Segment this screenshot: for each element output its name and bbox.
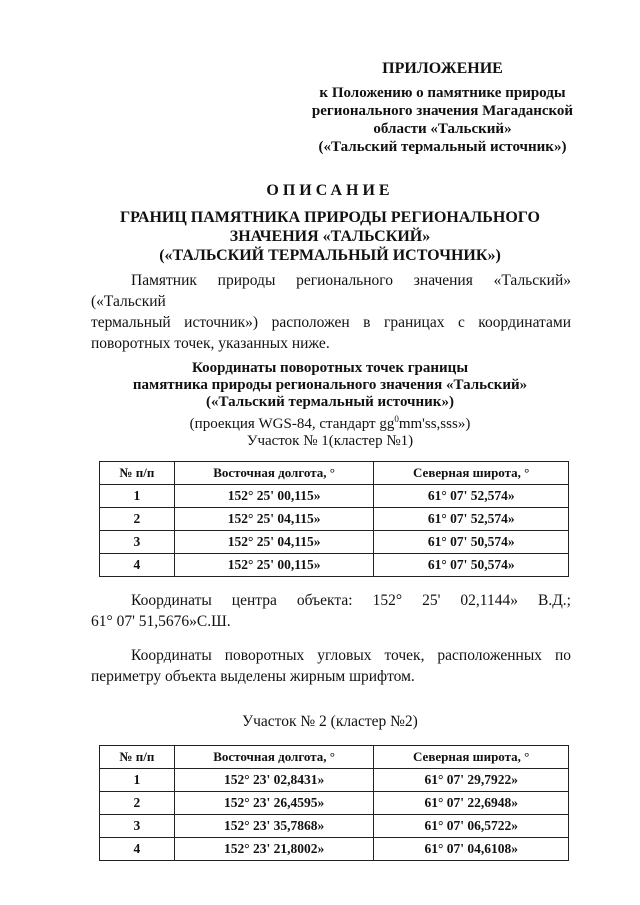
projection-prefix: (проекция WGS-84, стандарт gg [189,416,395,432]
intro-line: Памятник природы регионального значения «Тальский» («Тальский [91,272,571,310]
table-header-row [100,746,569,769]
cell-north: 61° 07' 06,5722» [374,815,569,838]
appendix-line: области «Тальский» [373,121,512,137]
cell-north: 61° 07' 22,6948» [374,792,569,815]
table-row [100,838,569,861]
header-east: Восточная долгота, ° [174,462,374,485]
intro-line: поворотных точек, указанных ниже. [91,335,330,352]
cell-north: 61° 07' 52,574» [374,485,569,508]
table-row [100,485,569,508]
cell-north: 61° 07' 04,6108» [374,838,569,861]
cell-east: 152° 25' 00,115» [174,554,374,577]
cell-num: 4 [100,554,175,577]
projection-suffix: mm'ss,sss») [398,416,471,432]
intro-line: термальный источник») расположен в границах с координатами [91,314,571,331]
table-header-row [100,462,569,485]
title-spaced: ОПИСАНИЕ [266,182,394,199]
note-line: Координаты поворотных угловых точек, расположенных по [131,647,571,664]
table-row [100,508,569,531]
center-line: Координаты центра объекта: 152° 25' 02,1144» В.Д.; [131,592,571,609]
coord-heading-line: («Тальский термальный источник») [206,394,454,410]
cell-num: 1 [100,485,175,508]
appendix-line: регионального значения Магаданской [311,103,574,119]
coordinates-table-2 [99,745,569,861]
appendix-block [300,60,585,156]
cell-num: 2 [100,508,175,531]
header-north: Северная широта, ° [374,462,569,485]
cell-east: 152° 23' 21,8002» [174,838,374,861]
cell-north: 61° 07' 29,7922» [374,769,569,792]
coordinates-table-1 [99,461,569,577]
cell-north: 61° 07' 50,574» [374,554,569,577]
table-row [100,531,569,554]
header-num: № п/п [100,462,175,485]
projection-sup: 0 [394,414,399,424]
title-line: («ТАЛЬСКИЙ ТЕРМАЛЬНЫЙ ИСТОЧНИК») [159,247,501,264]
document-title [90,182,570,265]
coord-heading-line: Координаты поворотных точек границы [191,360,469,376]
center-coordinates-paragraph [91,590,571,632]
center-line: 61° 07' 51,5676»С.Ш. [91,613,231,630]
cell-num: 1 [100,769,175,792]
appendix-line: («Тальский термальный источник») [318,139,567,155]
cell-num: 3 [100,815,175,838]
cell-east: 152° 25' 04,115» [174,531,374,554]
cell-num: 4 [100,838,175,861]
cell-east: 152° 23' 26,4595» [174,792,374,815]
intro-paragraph [91,270,571,354]
header-num: № п/п [100,746,175,769]
appendix-line: к Положению о памятнике природы [319,85,566,101]
cell-east: 152° 23' 35,7868» [174,815,374,838]
appendix-heading: ПРИЛОЖЕНИЕ [382,60,503,77]
cell-east: 152° 25' 04,115» [174,508,374,531]
title-line: ЗНАЧЕНИЯ «ТАЛЬСКИЙ» [229,228,431,245]
note-paragraph [91,645,571,687]
title-line: ГРАНИЦ ПАМЯТНИКА ПРИРОДЫ РЕГИОНАЛЬНОГО [119,209,540,226]
cell-num: 3 [100,531,175,554]
note-line: периметру объекта выделены жирным шрифтом. [91,668,415,685]
table-row [100,792,569,815]
coord-heading-line: памятника природы регионального значения «Тальский» [132,377,528,393]
table-row [100,554,569,577]
cell-north: 61° 07' 50,574» [374,531,569,554]
section1-label: Участок № 1(кластер №1) [246,433,414,449]
cell-num: 2 [100,792,175,815]
cell-north: 61° 07' 52,574» [374,508,569,531]
header-north: Северная широта, ° [374,746,569,769]
cell-east: 152° 23' 02,8431» [174,769,374,792]
header-east: Восточная долгота, ° [174,746,374,769]
table-row [100,769,569,792]
cell-east: 152° 25' 00,115» [174,485,374,508]
projection-line [90,411,570,433]
table-row [100,815,569,838]
section2-label: Участок № 2 (кластер №2) [242,713,418,730]
coordinates-heading [90,360,570,450]
